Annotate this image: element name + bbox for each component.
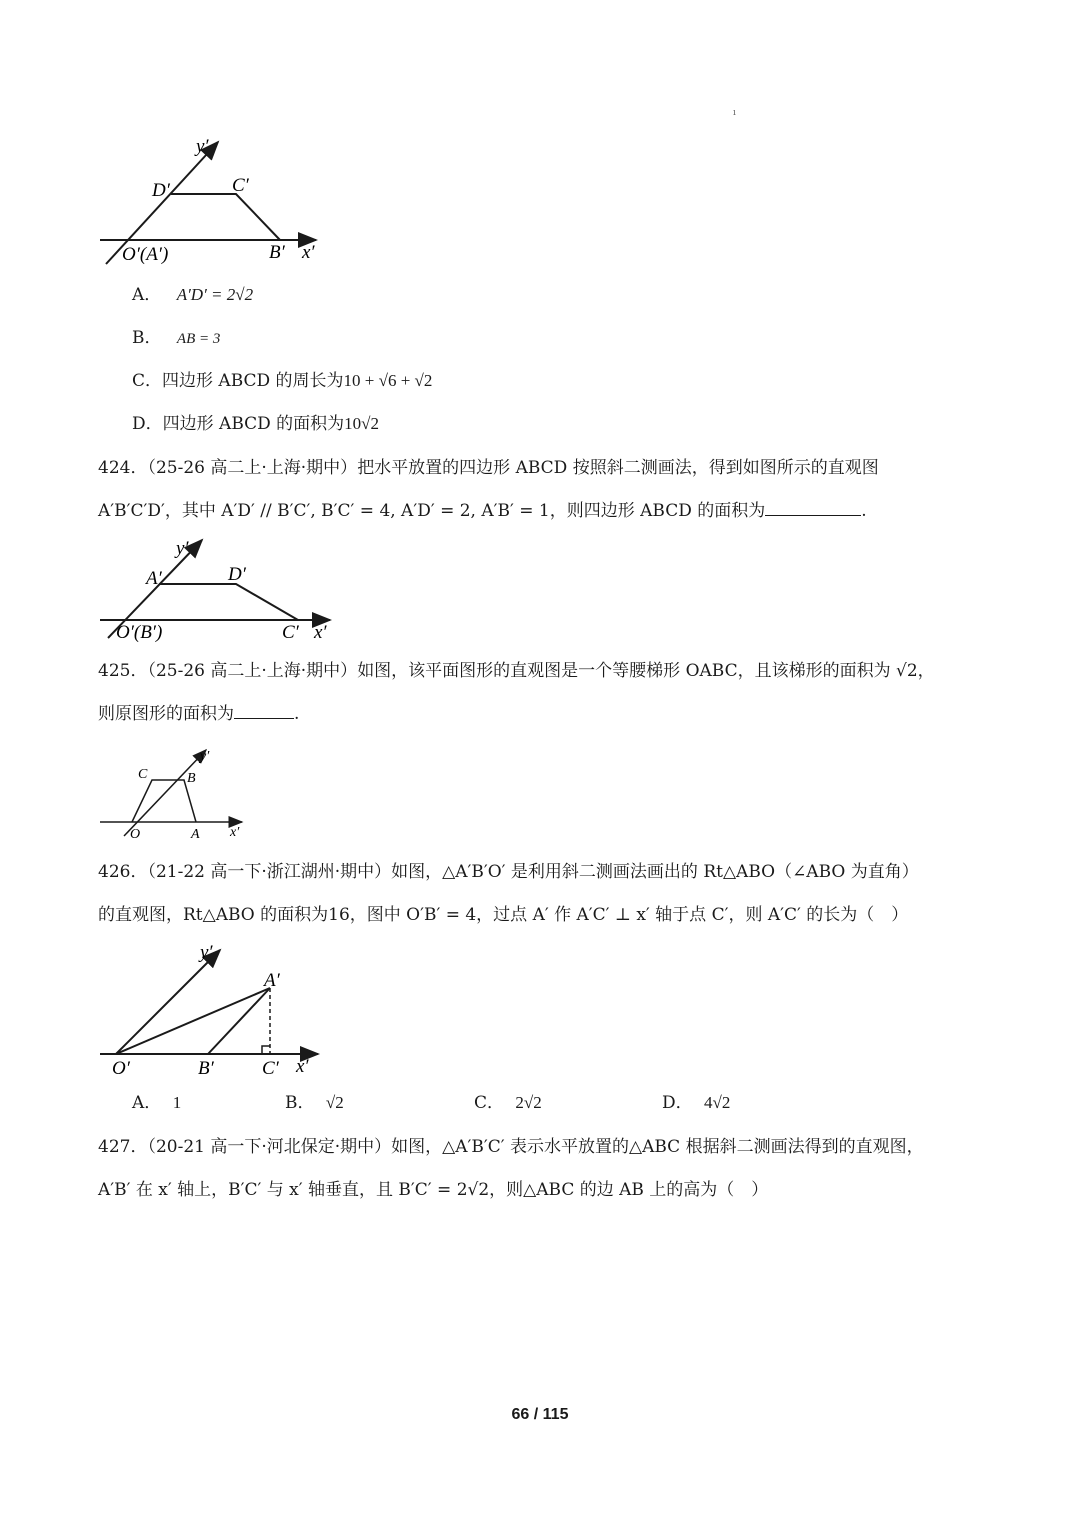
option-value: √2 <box>325 1093 344 1112</box>
option-letter: D． <box>132 414 163 434</box>
option-value: 2√2 <box>515 1093 542 1112</box>
y-axis <box>116 950 220 1054</box>
q423-option-a[interactable] <box>132 283 253 307</box>
page-number: 66 / 115 <box>511 1406 569 1423</box>
label-c: C′ <box>262 1058 279 1079</box>
label-b: B′ <box>269 242 285 263</box>
question-text: 把水平放置的四边形 ABCD 按照斜二测画法，得到如图所示的直观图 <box>357 458 879 478</box>
label-c: C <box>138 767 148 782</box>
trapezoid-edges <box>171 194 280 240</box>
q424-line-2 <box>98 499 867 523</box>
label-d: D′ <box>152 180 170 201</box>
answer-blank[interactable] <box>234 702 294 719</box>
question-text: A′B′ 在 x′ 轴上，B′C′ 与 x′ 轴垂直，且 B′C′ = 2√2，则△ABC 的边 AB 上的高为（ ） <box>98 1180 769 1200</box>
option-math: 10√2 <box>344 414 380 433</box>
option-value: 4√2 <box>704 1093 731 1112</box>
label-o: O′(B′) <box>116 622 163 643</box>
option-text: 四边形 ABCD 的周长为 <box>162 371 344 391</box>
q425-line-1 <box>98 659 935 683</box>
label-a: A <box>191 827 200 840</box>
question-number: 426． <box>98 862 148 882</box>
q427-line-2 <box>98 1178 768 1202</box>
option-letter: B． <box>132 328 162 348</box>
q424-line-1 <box>98 456 879 480</box>
question-source: （20-21 高一下·河北保定·期中） <box>147 1137 392 1157</box>
label-o: O′(A′) <box>122 244 169 265</box>
q426-line-1 <box>98 860 919 884</box>
q427-line-1 <box>98 1135 924 1159</box>
label-c: C′ <box>282 622 299 643</box>
answer-blank[interactable] <box>765 499 861 516</box>
y-axis <box>124 750 206 836</box>
label-x: x′ <box>302 242 315 263</box>
label-o: O′ <box>112 1058 130 1079</box>
question-text-end: . <box>861 501 867 521</box>
option-letter: A． <box>132 1093 162 1113</box>
edge-ba <box>208 988 270 1054</box>
q423-option-b[interactable] <box>132 326 220 351</box>
question-number: 427． <box>98 1137 148 1157</box>
question-source: （25-26 高二上·上海·期中） <box>147 458 358 478</box>
question-source: （25-26 高二上·上海·期中） <box>147 661 358 681</box>
label-a: A′ <box>146 568 162 589</box>
q426-option-d[interactable] <box>662 1091 730 1115</box>
label-a: A′ <box>264 970 280 991</box>
figure-4-triangle <box>96 940 336 1080</box>
label-b: B′ <box>198 1058 214 1079</box>
label-y: y′ <box>200 749 210 764</box>
question-text: 如图，该平面图形的直观图是一个等腰梯形 OABC，且该梯形的面积为 √2， <box>357 661 935 681</box>
q425-line-2 <box>98 702 299 726</box>
option-letter: C． <box>474 1093 505 1113</box>
label-y: y′ <box>200 942 213 963</box>
right-angle-mark <box>262 1046 270 1054</box>
figure-2-trapezoid <box>96 534 346 646</box>
q426-line-2 <box>98 903 908 927</box>
question-number: 424． <box>98 458 148 478</box>
label-y: y′ <box>176 538 189 559</box>
trapezoid-edges <box>132 780 196 822</box>
question-text: 如图，△A′B′C′ 表示水平放置的△ABC 根据斜二测画法得到的直观图， <box>391 1137 924 1157</box>
header-mark: ı <box>733 108 736 118</box>
question-source: （21-22 高一下·浙江湖州·期中） <box>147 862 392 882</box>
question-number: 425． <box>98 661 148 681</box>
question-text: A′B′C′D′，其中 A′D′ // B′C′, B′C′ = 4, A′D′ = 2, A′B′ = 1，则四边形 ABCD 的面积为 <box>98 501 766 521</box>
label-d: D′ <box>228 564 246 585</box>
option-math: 10 + √6 + √2 <box>343 371 433 390</box>
q426-option-c[interactable] <box>474 1091 542 1115</box>
q426-option-b[interactable] <box>285 1091 344 1115</box>
label-x: x′ <box>296 1056 309 1077</box>
question-text: 如图，△A′B′O′ 是利用斜二测画法画出的 Rt△ABO（∠ABO 为直角） <box>391 862 919 882</box>
label-x: x′ <box>230 825 240 840</box>
label-c: C′ <box>232 175 249 196</box>
option-letter: B． <box>285 1093 315 1113</box>
question-text: 则原图形的面积为 <box>98 704 234 724</box>
label-y: y′ <box>196 136 209 157</box>
edge-oa <box>116 988 270 1054</box>
option-letter: A． <box>132 285 162 305</box>
figure-3-trapezoid <box>96 744 256 840</box>
option-letter: D． <box>662 1093 693 1113</box>
option-value: 1 <box>172 1093 182 1112</box>
q423-option-d[interactable] <box>132 412 379 436</box>
q426-option-a[interactable] <box>132 1091 181 1115</box>
question-text-end: . <box>294 704 300 724</box>
label-b: B <box>187 771 196 786</box>
option-math: A′D′ = 2√2 <box>176 285 254 304</box>
option-letter: C． <box>132 371 163 391</box>
trapezoid-edges <box>159 584 298 620</box>
question-text: 的直观图，Rt△ABO 的面积为16，图中 O′B′ = 4，过点 A′ 作 A′C′ ⊥ x′ 轴于点 C′，则 A′C′ 的长为（ ） <box>98 905 909 925</box>
label-o: O <box>130 827 141 840</box>
option-math: AB = 3 <box>176 331 221 347</box>
label-x: x′ <box>314 622 327 643</box>
figure-1-trapezoid <box>96 132 336 272</box>
q423-option-c[interactable] <box>132 369 432 393</box>
option-text: 四边形 ABCD 的面积为 <box>162 414 345 434</box>
